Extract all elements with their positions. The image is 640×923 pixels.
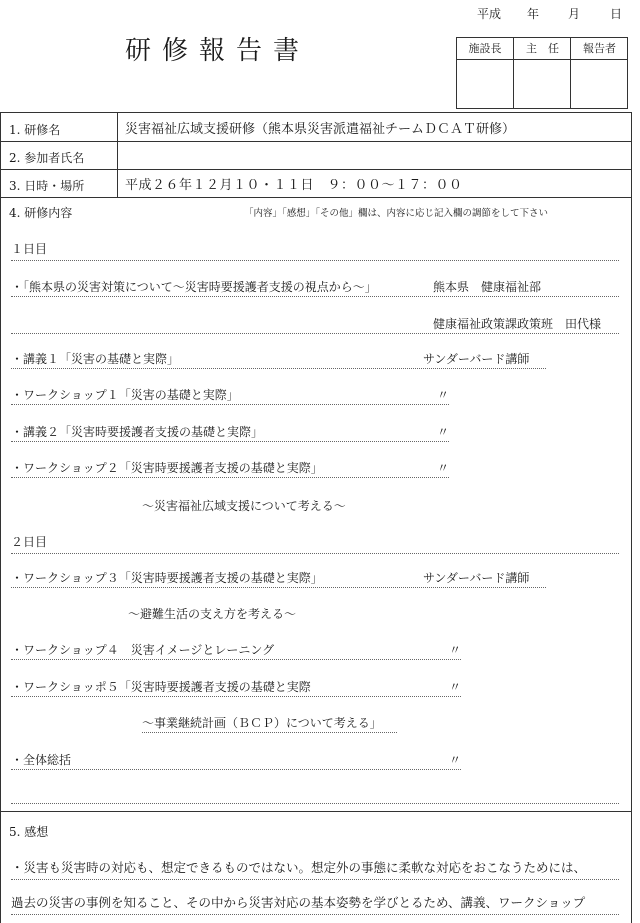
content-line-workshop3-presenter[interactable]: サンダーバード講師: [423, 571, 530, 585]
line-rule: [11, 879, 619, 880]
content-line-workshop1[interactable]: ・ワークショップ１「災害の基礎と実際」: [11, 388, 239, 402]
content-line-workshop2-theme[interactable]: ～災害福祉広域支援について考える～: [142, 499, 346, 513]
row-label-participant: 2. 参加者氏名: [9, 151, 85, 165]
content-line-presenter-dept[interactable]: 健康福祉政策課政策班 田代様: [433, 317, 602, 331]
content-line-lecture1[interactable]: ・講義１「災害の基礎と実際」: [11, 352, 180, 366]
date-era: 平成: [477, 7, 502, 21]
content-line-workshop5-theme[interactable]: ～事業継続計画（ＢＣＰ）について考える」: [142, 716, 382, 730]
content-line-workshop2-presenter[interactable]: 〃: [437, 461, 450, 475]
content-line-lecture1-presenter[interactable]: サンダーバード講師: [423, 352, 530, 366]
document-title: 研修報告書: [125, 36, 311, 66]
line-rule: [11, 441, 449, 442]
approval-stamp-table: [456, 37, 628, 109]
line-rule: [11, 914, 619, 915]
content-line-workshop5-presenter[interactable]: 〃: [449, 680, 462, 694]
date-month-label: 月: [568, 7, 581, 21]
row-label-training-name: 1. 研修名: [9, 123, 61, 137]
line-rule: [11, 368, 546, 369]
report-form: [0, 112, 632, 923]
datetime-value[interactable]: 平成２６年１２月１０・１１日 ９：００～１７：００: [125, 178, 463, 193]
content-instruction-note: 「内容」「感想」「その他」欄は、内容に応じ記入欄の調節をして下さい: [244, 208, 549, 219]
stamp-box-reporter[interactable]: [570, 38, 628, 108]
stamp-box-director[interactable]: [457, 38, 513, 108]
section-divider-impressions: [1, 811, 631, 812]
line-rule: [11, 696, 461, 697]
line-rule: [11, 587, 546, 588]
stamp-header-reporter: 報告者: [571, 38, 628, 60]
content-line-workshop5[interactable]: ・ワークショッポ５「災害時要援護者支援の基礎と実際: [11, 680, 311, 694]
content-line-lecture2-presenter[interactable]: 〃: [437, 425, 450, 439]
content-line-workshop4[interactable]: ・ワークショップ４ 災害イメージとレーニング: [11, 643, 275, 657]
content-line-workshop1-presenter[interactable]: 〃: [437, 388, 450, 402]
content-line-workshop2[interactable]: ・ワークショップ２「災害時要援護者支援の基礎と実際」: [11, 461, 323, 475]
line-rule: [11, 477, 449, 478]
content-line-day1[interactable]: １日目: [11, 242, 48, 256]
impression-line-1[interactable]: ・災害も災害時の対応も、想定できるものではない。想定外の事態に柔軟な対応をおこなうためには、: [11, 860, 587, 875]
section-label-content: 4. 研修内容: [9, 206, 73, 220]
line-rule: [11, 803, 619, 804]
content-line-summary[interactable]: ・全体総括: [11, 753, 72, 767]
line-rule: [11, 260, 619, 261]
line-rule: [11, 553, 619, 554]
content-line-prefecture-policy-presenter[interactable]: 熊本県 健康福祉部: [433, 280, 542, 294]
content-line-prefecture-policy[interactable]: ・「熊本県の災害対策について～災害時要援護者支援の視点から～」: [11, 280, 377, 294]
content-line-workshop3[interactable]: ・ワークショップ３「災害時要援護者支援の基礎と実際」: [11, 571, 323, 585]
row-divider-3: [1, 197, 631, 198]
line-rule: [142, 732, 397, 733]
date-day-label: 日: [610, 7, 623, 21]
impression-line-2[interactable]: 過去の災害の事例を知ること、その中から災害対応の基本姿勢を学びとるため、講義、ワークショップ: [11, 895, 586, 910]
date-year-label: 年: [527, 7, 540, 21]
stamp-box-chief[interactable]: [513, 38, 571, 108]
line-rule: [11, 659, 461, 660]
row-divider-1: [1, 141, 631, 142]
line-rule: [11, 296, 619, 297]
label-column-divider: [117, 113, 118, 197]
stamp-header-director: 施設長: [457, 38, 513, 60]
content-line-workshop4-presenter[interactable]: 〃: [449, 643, 462, 657]
line-rule: [11, 769, 461, 770]
content-line-lecture2[interactable]: ・講義２「災害時要援護者支援の基礎と実際」: [11, 425, 264, 439]
content-line-summary-presenter[interactable]: 〃: [449, 753, 462, 767]
line-rule: [11, 333, 619, 334]
section-label-impressions: 5. 感想: [9, 825, 49, 839]
stamp-header-chief: 主 任: [514, 38, 571, 60]
content-line-workshop3-theme[interactable]: ～避難生活の支え方を考える～: [128, 607, 297, 621]
row-label-datetime: 3. 日時・場所: [9, 179, 85, 193]
training-name-value[interactable]: 災害福祉広域支援研修（熊本県災害派遣福祉チームＤＣＡＴ研修）: [125, 122, 516, 137]
line-rule: [11, 404, 449, 405]
row-divider-2: [1, 169, 631, 170]
content-line-day2[interactable]: ２日目: [11, 535, 48, 549]
